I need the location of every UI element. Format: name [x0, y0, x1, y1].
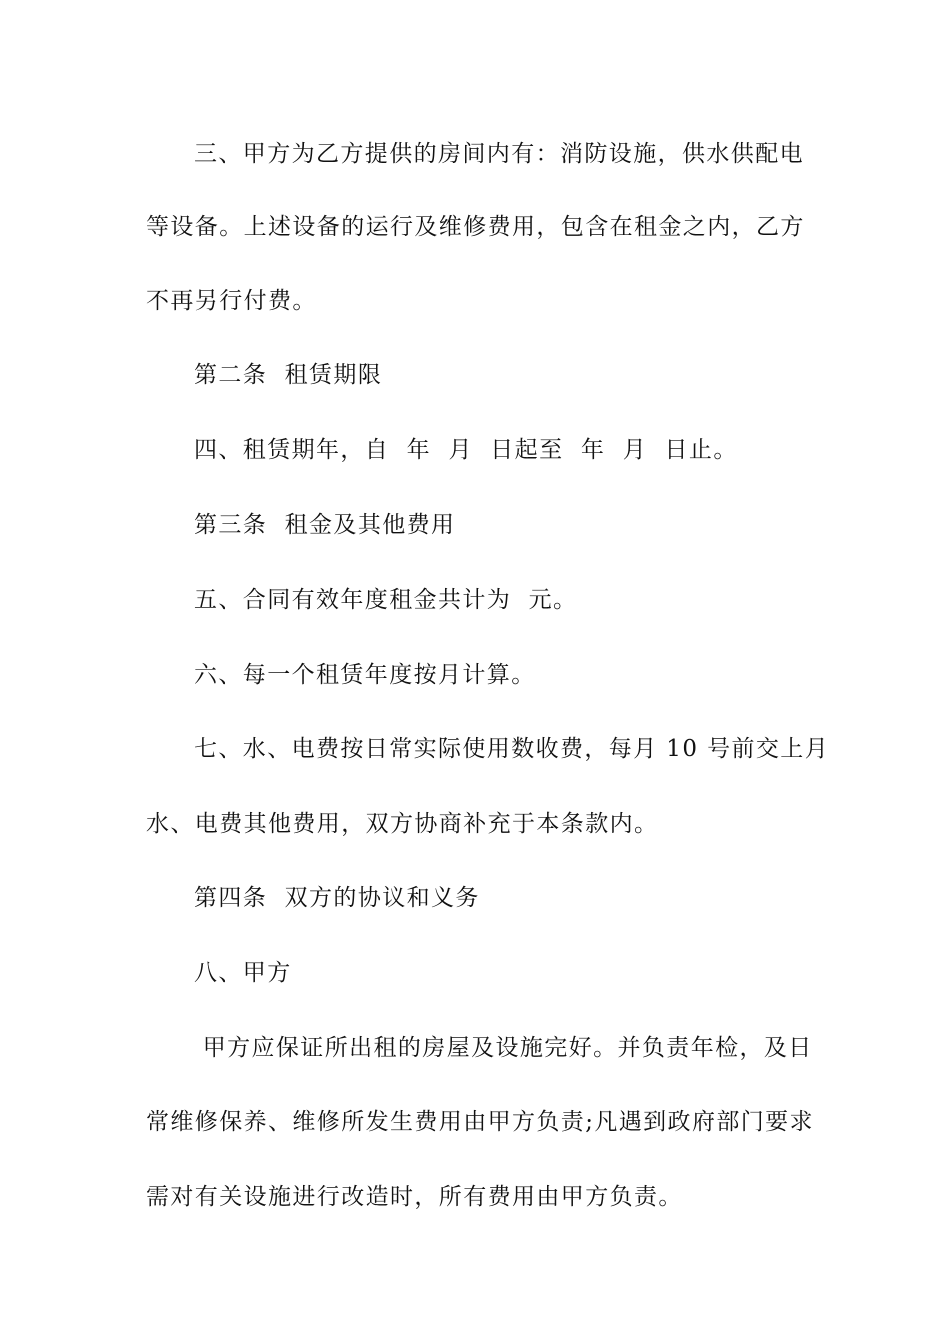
paragraph-line: 六、每一个租赁年度按月计算。	[194, 662, 536, 688]
paragraph-line: 四、租赁期年，自 年 月 日起至 年 月 日止。	[194, 437, 738, 463]
paragraph-line: 等设备。上述设备的运行及维修费用，包含在租金之内，乙方	[146, 214, 805, 240]
paragraph-line: 水、电费其他费用，双方协商补充于本条款内。	[146, 811, 659, 837]
paragraph-line: 七、水、电费按日常实际使用数收费，每月 10 号前交上月	[194, 736, 830, 762]
section-heading: 第四条 双方的协议和义务	[194, 885, 480, 911]
paragraph-line: 五、合同有效年度租金共计为 元。	[194, 587, 578, 613]
section-heading: 第二条 租赁期限	[194, 362, 383, 388]
paragraph-line: 需对有关设施进行改造时，所有费用由甲方负责。	[146, 1184, 683, 1210]
paragraph-line: 常维修保养、维修所发生费用由甲方负责;凡遇到政府部门要求	[146, 1109, 814, 1135]
section-heading: 第三条 租金及其他费用	[194, 512, 456, 538]
paragraph-line: 八、甲方	[194, 960, 292, 986]
paragraph-line: 不再另行付费。	[146, 288, 317, 314]
paragraph-line: 三、甲方为乙方提供的房间内有：消防设施，供水供配电	[194, 141, 804, 167]
paragraph-line: 甲方应保证所出租的房屋及设施完好。并负责年检，及日	[194, 1035, 813, 1061]
